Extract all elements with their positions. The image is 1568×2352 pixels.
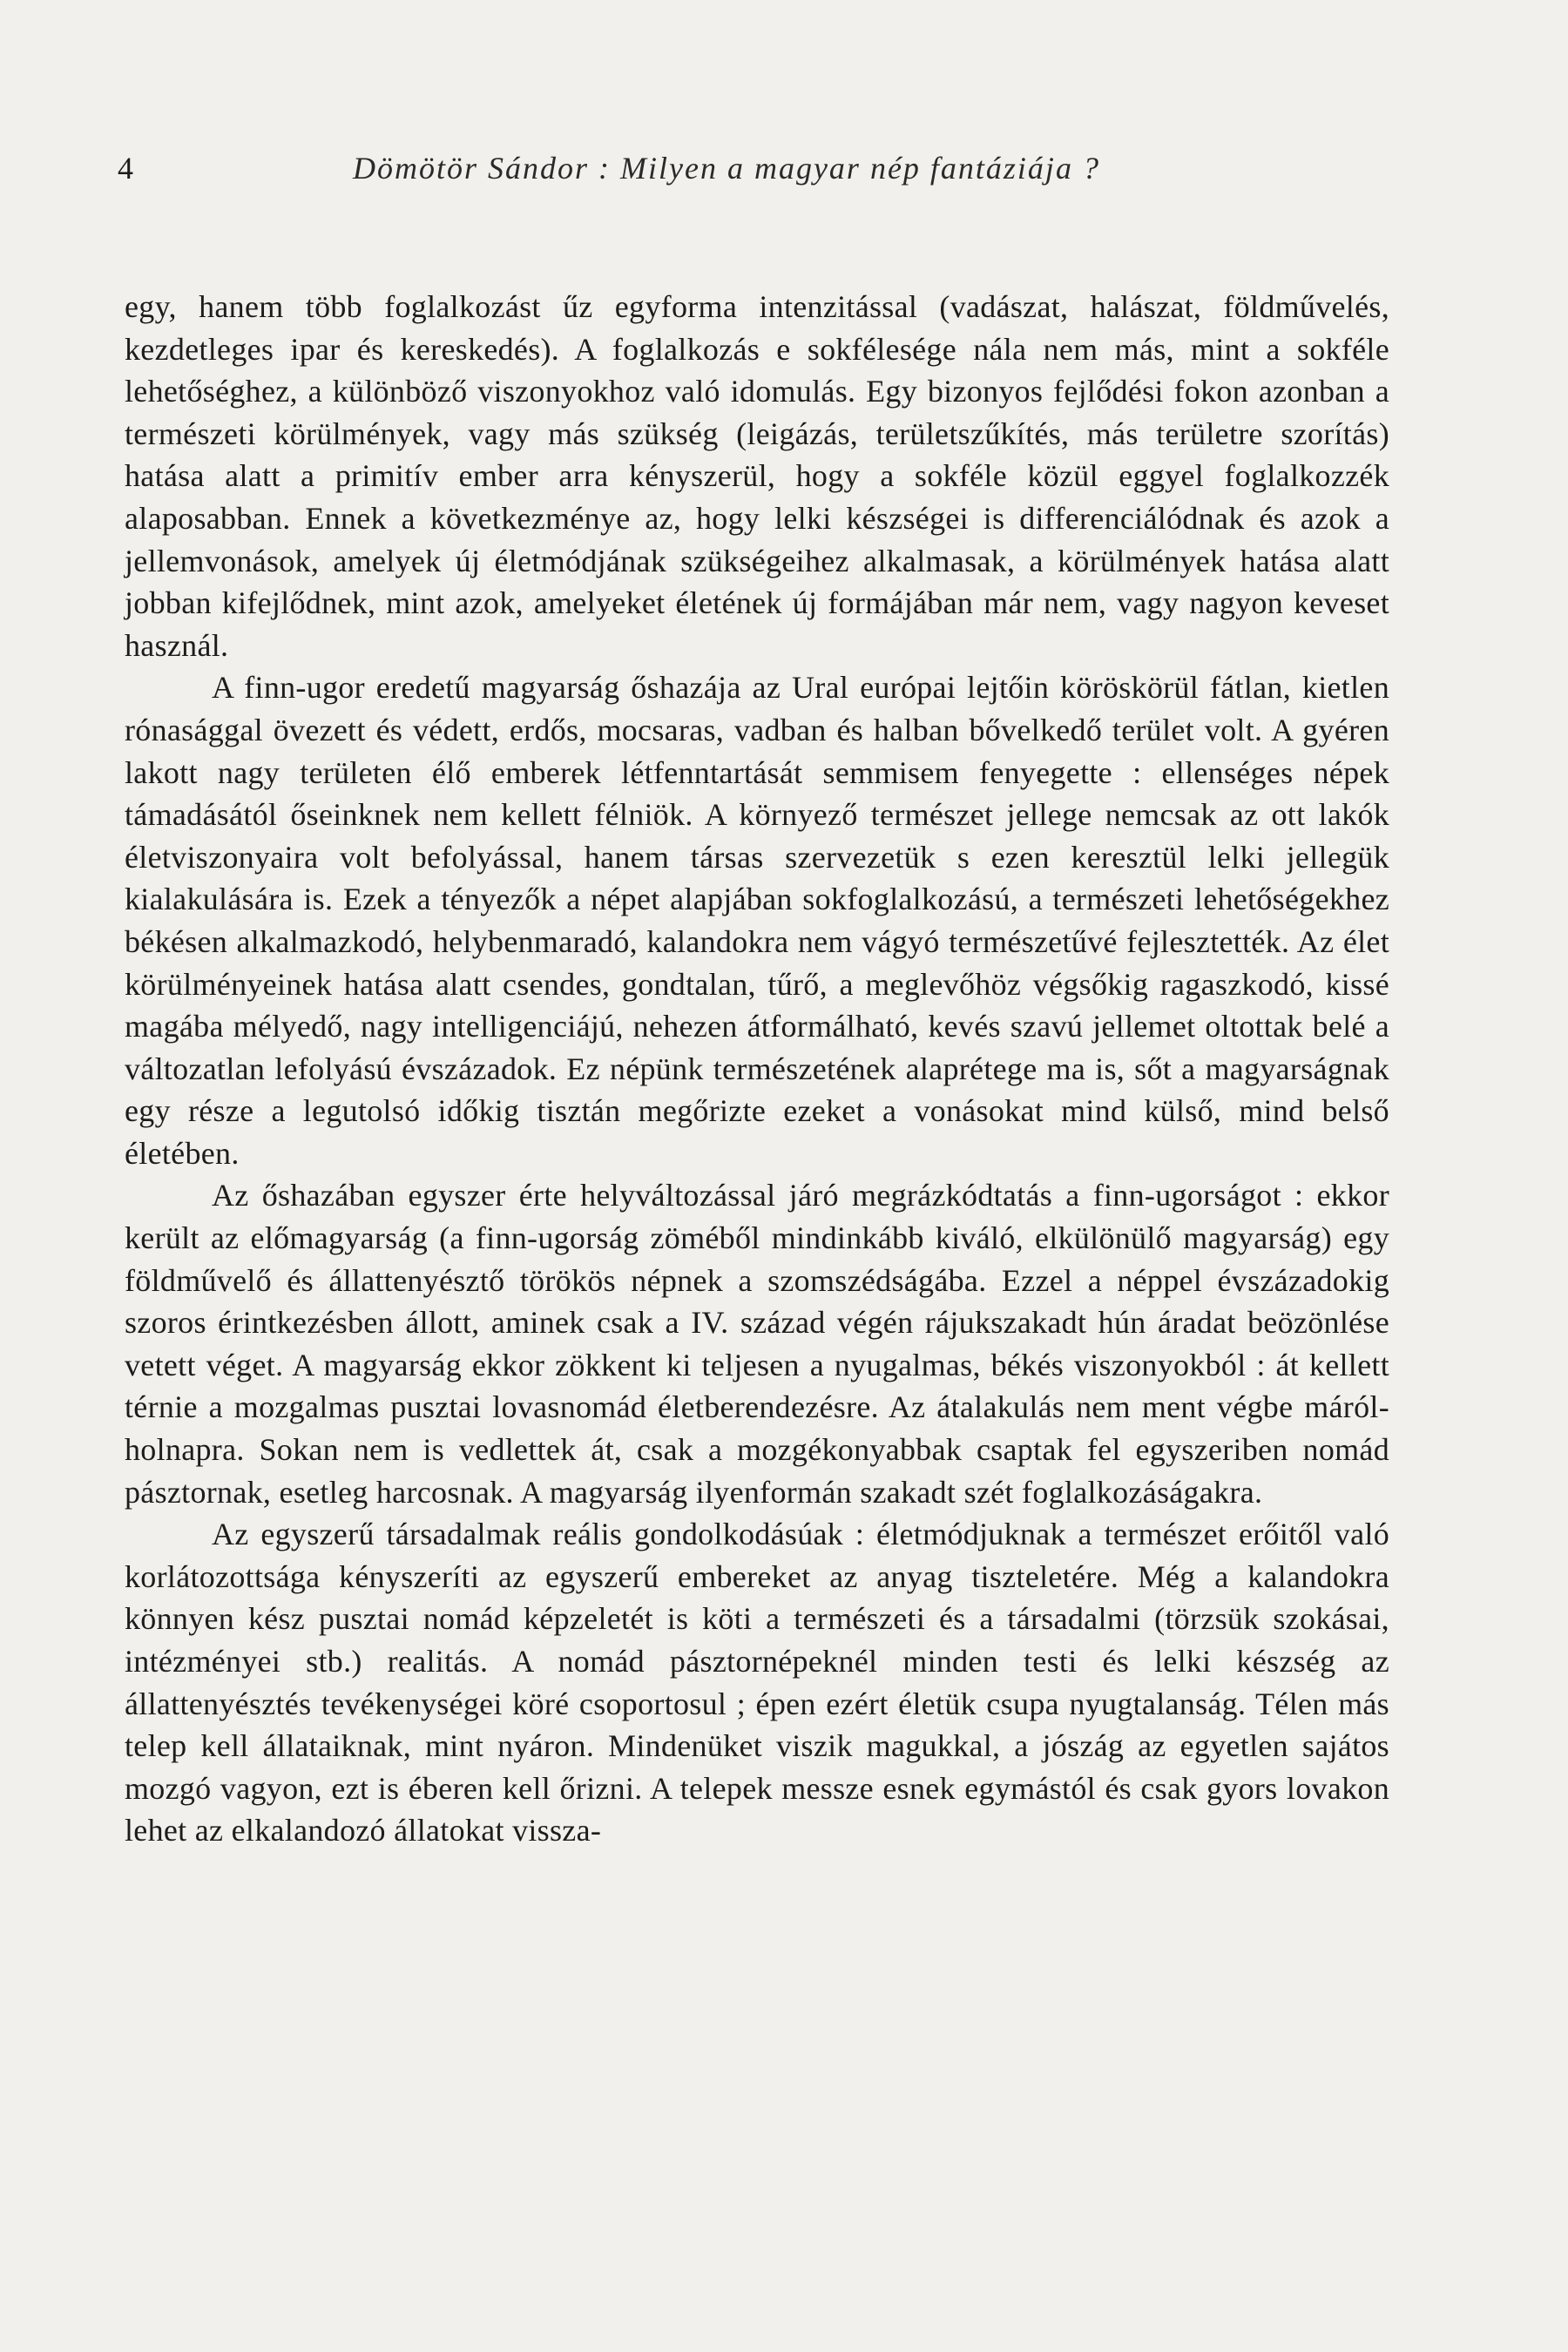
body-text: [125, 286, 1389, 1852]
paragraph-3: Az őshazában egyszer érte helyváltozással járó megrázkódtatás a finn-ugorságot : ekkor került az előmagyarság (a finn-ugorság zöméből mindinkább kiváló, elkülönülő magyarság) egy földművelő és állattenyésztő törökös népnek a szomszédságába. Ezzel a néppel évszázadokig szoros érintkezésben állott, aminek csak a IV. század végén rájukszakadt hún áradat beözönlése vetett véget. A magyarság ekkor zökkent ki teljesen a nyugalmas, békés viszonyokból : át kellett térnie a mozgalmas pusztai lovasnomád életberendezésre. Az átalakulás nem ment végbe máról-holnapra. Sokan nem is vedlettek át, csak a mozgékonyabbak csaptak fel egyszeriben nomád pásztornak, esetleg harcosnak. A magyarság ilyenformán szakadt szét foglalkozáságakra.: [125, 1178, 1389, 1510]
running-title: Dömötör Sándor : Milyen a magyar nép fantáziája ?: [353, 151, 1100, 186]
paragraph-1: egy, hanem több foglalkozást űz egyforma intenzitással (vadászat, halászat, földművelés, kezdetleges ipar és kereskedés). A foglalkozás e sokfélesége nála nem más, mint a sokféle lehetőséghez, a különböző viszonyokhoz való idomulás. Egy bizonyos fejlődési fokon azonban a természeti körülmények, vagy más szükség (leigázás, területszűkítés, más területre szorítás) hatása alatt a primitív ember arra kényszerül, hogy a sokféle közül eggyel foglalkozzék alaposabban. Ennek a következménye az, hogy lelki készségei is differenciálódnak és azok a jellemvonások, amelyek új életmódjának szükségeihez alkalmasak, a körülmények hatása alatt jobban kifejlődnek, mint azok, amelyeket életének új formájában már nem, vagy nagyon keveset használ.: [125, 289, 1389, 663]
running-head: [118, 150, 1477, 199]
paragraph-2: A finn-ugor eredetű magyarság őshazája az Ural európai lejtőin köröskörül fátlan, kietlen rónasággal övezett és védett, erdős, mocsaras, vadban és halban bővelkedő terület volt. A gyéren lakott nagy területen élő emberek létfenntartását semmisem fenyegette : ellenséges népek támadásától őseinknek nem kellett félniök. A környező természet jellege nemcsak az ott lakók életviszonyaira volt befolyással, hanem társas szervezetük s ezen keresztül lelki jellegük kialakulására is. Ezek a tényezők a népet alapjában sokfoglalkozású, a természeti lehetőségekhez békésen alkalmazkodó, helybenmaradó, kalandokra nem vágyó természetűvé fejlesztették. Az élet körülményeinek hatása alatt csendes, gondtalan, tűrő, a meglevőhöz végsőkig ragaszkodó, kissé magába mélyedő, nagy intelligenciájú, nehezen átformálható, kevés szavú jellemet oltottak belé a változatlan lefolyású évszázadok. Ez népünk természetének alaprétege ma is, sőt a magyarságnak egy része a legutolsó időkig tisztán megőrizte ezeket a vonásokat mind külső, mind belső életében.: [125, 670, 1389, 1171]
paragraph-4: Az egyszerű társadalmak reális gondolkodásúak : életmódjuknak a természet erőitől való korlátozottsága kényszeríti az egyszerű embereket az anyag tiszteletére. Még a kalandokra könnyen kész pusztai nomád képzeletét is köti a természeti és a társadalmi (törzsük szokásai, intézményei stb.) realitás. A nomád pásztornépeknél minden testi és lelki készség az állattenyésztés tevékenységei köré csoportosul ; épen ezért életük csupa nyugtalanság. Télen más telep kell állataiknak, mint nyáron. Mindenüket viszik magukkal, a jószág az egyetlen sajátos mozgó vagyon, ezt is éberen kell őrizni. A telepek messze esnek egymástól és csak gyors lovakon lehet az elkalandozó állatokat vissza-: [125, 1517, 1389, 1848]
page-number: 4: [118, 151, 134, 186]
